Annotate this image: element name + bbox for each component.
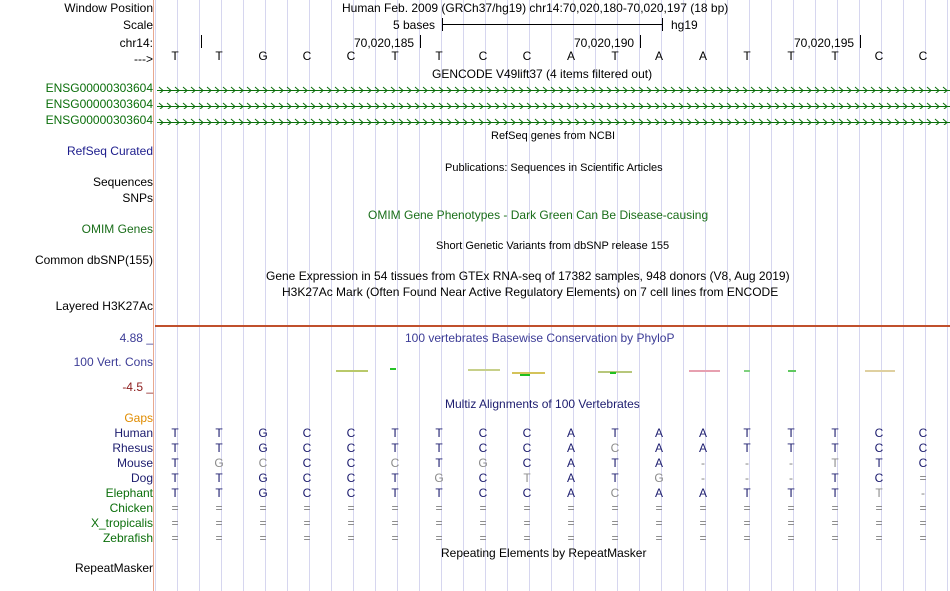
alignment-base: = <box>259 501 267 515</box>
alignment-base: T <box>831 486 839 500</box>
alignment-base: T <box>743 426 751 440</box>
alignment-base: = <box>347 531 355 545</box>
alignment-base: = <box>831 501 839 515</box>
alignment-base: = <box>391 501 399 515</box>
conservation-mark <box>865 370 895 372</box>
conservation-mark <box>520 374 530 376</box>
alignment-base: = <box>215 501 223 515</box>
alignment-base: = <box>919 501 927 515</box>
ruler-tick <box>860 35 861 48</box>
alignment-base: C <box>346 456 356 470</box>
alignment-base: = <box>655 531 663 545</box>
alignment-base: - <box>789 456 793 470</box>
dna-base: C <box>302 49 312 63</box>
ruler-tick <box>420 35 421 48</box>
conservation-track-label[interactable]: 100 Vert. Cons <box>73 355 153 369</box>
alignment-base: = <box>391 531 399 545</box>
alignment-base: - <box>701 456 705 470</box>
scale-bar-left-tick <box>442 18 443 31</box>
dna-base: A <box>654 49 663 63</box>
layered-h3k27ac-label[interactable]: Layered H3K27Ac <box>55 299 153 313</box>
alignment-base: G <box>258 426 268 440</box>
scale-db-text: hg19 <box>671 18 698 32</box>
alignment-base: T <box>171 456 179 470</box>
alignment-base: C <box>874 426 884 440</box>
dna-base: C <box>346 49 356 63</box>
alignment-base: = <box>655 501 663 515</box>
scale-label: Scale <box>122 18 153 32</box>
ruler-position: 70,020,195 <box>794 36 855 50</box>
strand-arrow-label: ---> <box>134 52 153 66</box>
alignment-base: C <box>478 471 488 485</box>
alignment-base: = <box>347 516 355 530</box>
alignment-base: C <box>610 441 620 455</box>
alignment-base: C <box>302 486 312 500</box>
alignment-base: = <box>567 501 575 515</box>
alignment-base: T <box>435 486 443 500</box>
conservation-mark <box>610 372 616 374</box>
species-label[interactable]: Dog <box>130 471 153 485</box>
alignment-base: = <box>479 531 487 545</box>
alignment-base: A <box>654 441 663 455</box>
alignment-base: = <box>479 516 487 530</box>
dna-base: T <box>391 49 399 63</box>
alignment-base: = <box>171 516 179 530</box>
ruler-position: 70,020,185 <box>354 36 415 50</box>
alignment-base: C <box>610 486 620 500</box>
alignment-base: = <box>215 516 223 530</box>
label-column-divider <box>153 0 154 591</box>
alignment-base: = <box>919 471 927 485</box>
alignment-base: T <box>391 426 399 440</box>
alignment-base: - <box>921 486 925 500</box>
omim-genes-label[interactable]: OMIM Genes <box>81 222 153 236</box>
alignment-base: = <box>215 531 223 545</box>
h3k27ac-signal-line <box>155 325 950 327</box>
snps-label[interactable]: SNPs <box>122 191 153 205</box>
alignment-base: = <box>523 531 531 545</box>
alignment-base: C <box>522 486 532 500</box>
alignment-base: C <box>258 456 268 470</box>
ruler-tick <box>201 35 202 48</box>
alignment-base: C <box>874 441 884 455</box>
gtex-track-title[interactable]: Gene Expression in 54 tissues from GTEx RNA-seq of 17382 samples, 948 donors (V8, Aug 2019) <box>266 269 790 283</box>
alignment-base: C <box>302 426 312 440</box>
ruler-tick <box>640 35 641 48</box>
gencode-item-label[interactable]: ENSG00000303604 <box>45 113 153 127</box>
alignment-base: = <box>567 531 575 545</box>
alignment-base: G <box>258 441 268 455</box>
gencode-track-title[interactable]: GENCODE V49lift37 (4 items filtered out) <box>432 67 653 81</box>
alignment-base: A <box>654 486 663 500</box>
alignment-base: = <box>479 501 487 515</box>
alignment-base: T <box>215 471 223 485</box>
alignment-base: T <box>875 486 883 500</box>
grid-line <box>155 0 156 591</box>
gencode-item-label[interactable]: ENSG00000303604 <box>45 81 153 95</box>
dna-base: T <box>787 49 795 63</box>
alignment-base: = <box>611 501 619 515</box>
alignment-base: = <box>831 516 839 530</box>
alignment-base: = <box>743 531 751 545</box>
sequences-label[interactable]: Sequences <box>92 175 153 189</box>
alignment-base: T <box>831 471 839 485</box>
alignment-base: T <box>743 486 751 500</box>
alignment-base: T <box>743 441 751 455</box>
alignment-base: T <box>435 456 443 470</box>
alignment-base: = <box>567 516 575 530</box>
alignment-base: = <box>875 516 883 530</box>
alignment-base: = <box>655 516 663 530</box>
alignment-base: T <box>391 441 399 455</box>
alignment-base: G <box>258 471 268 485</box>
alignment-base: G <box>478 456 488 470</box>
gencode-gene-feature[interactable] <box>157 100 950 109</box>
dna-base: T <box>743 49 751 63</box>
alignment-base: - <box>745 456 749 470</box>
dna-base: A <box>698 49 707 63</box>
repeatmasker-label[interactable]: RepeatMasker <box>74 561 153 575</box>
alignment-base: C <box>302 456 312 470</box>
conservation-mark <box>336 370 368 372</box>
alignment-base: - <box>745 471 749 485</box>
alignment-base: C <box>346 426 356 440</box>
alignment-base: A <box>654 426 663 440</box>
window-position-label: Window Position <box>64 1 153 15</box>
species-label[interactable]: Human <box>114 426 153 440</box>
alignment-base: C <box>918 426 928 440</box>
conservation-mark <box>390 368 396 370</box>
alignment-base: C <box>346 441 356 455</box>
conservation-max-label: 4.88 _ <box>119 331 153 345</box>
conservation-min-label: -4.5 _ <box>122 380 153 394</box>
alignment-base: T <box>435 441 443 455</box>
conservation-mark <box>689 370 720 372</box>
alignment-base: C <box>478 441 488 455</box>
alignment-base: A <box>654 456 663 470</box>
dna-base: T <box>831 49 839 63</box>
dna-base: T <box>611 49 619 63</box>
conservation-mark <box>744 370 750 372</box>
alignment-base: = <box>699 516 707 530</box>
alignment-base: T <box>391 471 399 485</box>
species-label[interactable]: Zebrafish <box>102 531 153 545</box>
alignment-base: = <box>435 516 443 530</box>
alignment-base: T <box>831 441 839 455</box>
alignment-base: C <box>302 441 312 455</box>
alignment-base: = <box>611 531 619 545</box>
alignment-base: = <box>523 516 531 530</box>
gaps-label[interactable]: Gaps <box>124 411 153 425</box>
alignment-base: C <box>302 471 312 485</box>
alignment-base: = <box>435 531 443 545</box>
alignment-base: C <box>478 426 488 440</box>
alignment-base: T <box>831 426 839 440</box>
dna-base: C <box>874 49 884 63</box>
alignment-base: T <box>611 471 619 485</box>
scale-bases-text: 5 bases <box>393 18 436 32</box>
alignment-base: G <box>434 471 444 485</box>
alignment-base: = <box>259 531 267 545</box>
alignment-base: = <box>391 516 399 530</box>
alignment-base: T <box>787 486 795 500</box>
alignment-base: T <box>831 456 839 470</box>
alignment-base: T <box>875 456 883 470</box>
alignment-base: T <box>787 441 795 455</box>
alignment-base: A <box>698 426 707 440</box>
repeatmasker-track-title[interactable]: Repeating Elements by RepeatMasker <box>441 546 647 560</box>
alignment-base: = <box>171 501 179 515</box>
scale-bar-right-tick <box>662 18 663 31</box>
multiz-track-title[interactable]: Multiz Alignments of 100 Vertebrates <box>445 397 640 411</box>
alignment-base: = <box>171 531 179 545</box>
dna-base: T <box>435 49 443 63</box>
alignment-base: A <box>698 441 707 455</box>
assembly-position-text: Human Feb. 2009 (GRCh37/hg19) chr14:70,020,180-70,020,197 (18 bp) <box>342 1 729 15</box>
species-label[interactable]: Rhesus <box>112 441 153 455</box>
alignment-base: T <box>171 426 179 440</box>
alignment-base: T <box>611 426 619 440</box>
alignment-base: = <box>787 516 795 530</box>
alignment-base: A <box>566 441 575 455</box>
species-label[interactable]: Elephant <box>105 486 153 500</box>
alignment-base: = <box>919 531 927 545</box>
alignment-base: C <box>522 426 532 440</box>
alignment-base: G <box>214 456 224 470</box>
gencode-item-label[interactable]: ENSG00000303604 <box>45 97 153 111</box>
alignment-base: G <box>654 471 664 485</box>
alignment-base: A <box>566 486 575 500</box>
alignment-base: C <box>918 456 928 470</box>
alignment-base: = <box>435 501 443 515</box>
alignment-base: = <box>787 501 795 515</box>
alignment-base: T <box>391 486 399 500</box>
dna-base: C <box>918 49 928 63</box>
alignment-base: C <box>522 441 532 455</box>
alignment-base: T <box>523 471 531 485</box>
alignment-base: = <box>919 516 927 530</box>
h3k27ac-track-title[interactable]: H3K27Ac Mark (Often Found Near Active Regulatory Elements) on 7 cell lines from ENCODE <box>282 285 779 299</box>
alignment-base: = <box>259 516 267 530</box>
dna-base: T <box>171 49 179 63</box>
ruler-position: 70,020,190 <box>574 36 635 50</box>
alignment-base: = <box>743 501 751 515</box>
alignment-base: = <box>875 531 883 545</box>
alignment-base: = <box>743 516 751 530</box>
alignment-base: C <box>918 441 928 455</box>
refseq-track-title[interactable]: RefSeq genes from NCBI <box>491 130 616 142</box>
dna-base: G <box>258 49 268 63</box>
common-dbsnp-label[interactable]: Common dbSNP(155) <box>34 253 153 267</box>
alignment-base: C <box>346 486 356 500</box>
alignment-base: = <box>303 531 311 545</box>
dna-base: A <box>566 49 575 63</box>
alignment-base: = <box>303 501 311 515</box>
alignment-base: = <box>699 531 707 545</box>
species-label[interactable]: X_tropicalis <box>90 516 153 530</box>
omim-track-title[interactable]: OMIM Gene Phenotypes - Dark Green Can Be Disease-causing <box>368 208 709 222</box>
alignment-base: = <box>611 516 619 530</box>
dna-base: C <box>522 49 532 63</box>
alignment-base: T <box>215 426 223 440</box>
alignment-base: = <box>303 516 311 530</box>
alignment-base: C <box>390 456 400 470</box>
alignment-base: A <box>566 426 575 440</box>
alignment-base: T <box>171 471 179 485</box>
alignment-base: - <box>701 471 705 485</box>
species-label[interactable]: Mouse <box>116 456 153 470</box>
alignment-base: A <box>566 456 575 470</box>
alignment-base: T <box>611 456 619 470</box>
alignment-base: T <box>171 486 179 500</box>
alignment-base: T <box>215 441 223 455</box>
refseq-curated-label[interactable]: RefSeq Curated <box>66 144 153 158</box>
alignment-base: C <box>874 471 884 485</box>
gencode-gene-feature[interactable] <box>157 84 950 93</box>
dbsnp-track-title[interactable]: Short Genetic Variants from dbSNP release 155 <box>436 240 670 252</box>
species-label[interactable]: Chicken <box>109 501 153 515</box>
alignment-base: T <box>435 426 443 440</box>
alignment-base: T <box>787 426 795 440</box>
alignment-base: - <box>789 471 793 485</box>
alignment-base: G <box>258 486 268 500</box>
alignment-base: = <box>787 531 795 545</box>
alignment-base: T <box>171 441 179 455</box>
conservation-mark <box>788 370 796 372</box>
conservation-track-title[interactable]: 100 vertebrates Basewise Conservation by PhyloP <box>405 331 675 345</box>
alignment-base: C <box>522 456 532 470</box>
alignment-base: C <box>346 471 356 485</box>
dna-base: C <box>478 49 488 63</box>
chromosome-label: chr14: <box>119 36 153 50</box>
alignment-base: = <box>347 501 355 515</box>
conservation-mark <box>468 369 500 371</box>
alignment-base: C <box>478 486 488 500</box>
alignment-base: = <box>875 501 883 515</box>
gencode-gene-feature[interactable] <box>157 116 950 125</box>
alignment-base: A <box>698 486 707 500</box>
alignment-base: = <box>699 501 707 515</box>
publications-track-title[interactable]: Publications: Sequences in Scientific Articles <box>445 162 663 174</box>
alignment-base: = <box>831 531 839 545</box>
dna-base: T <box>215 49 223 63</box>
alignment-base: = <box>523 501 531 515</box>
alignment-base: A <box>566 471 575 485</box>
scale-bar <box>442 24 662 25</box>
alignment-base: T <box>215 486 223 500</box>
